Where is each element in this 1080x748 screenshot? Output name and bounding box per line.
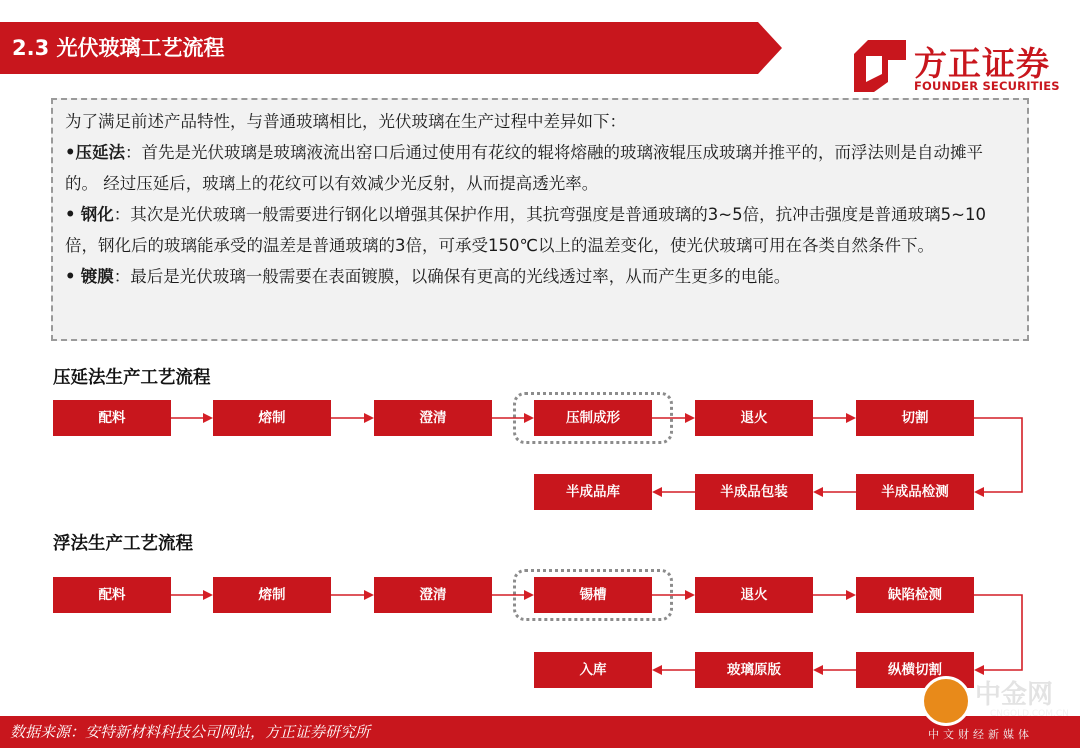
watermark-name: 中金网 [975,680,1054,710]
watermark-url: CNGOLD.COM.CN [990,709,1069,719]
rolling-step-7: 半成品检测 [856,474,974,510]
float-step-1: 配料 [53,577,171,613]
logo-name-cn: 方正证券 [914,44,1050,83]
text-rolling: ：首先是光伏玻璃是玻璃液流出窑口后通过使用有花纹的辊将熔融的玻璃液辊压成玻璃并推平的，而浮法则是自动摊平的。 经过压延后，玻璃上的花纹可以有效减少光反射，从而提高透光率。 [65,143,984,193]
watermark-tagline: 中文财经新媒体 [928,728,1033,741]
text-tempering: ：其次是光伏玻璃一般需要进行钢化以增强其保护作用，其抗弯强度是普通玻璃的3~5倍，抗冲击强度是普通玻璃5~10倍，钢化后的玻璃能承受的温差是普通玻璃的3倍，可承受150℃以上的温差变化，使光伏玻璃可用在各类自然条件下。 [65,205,986,255]
rolling-step-3: 澄清 [374,400,492,436]
cngold-logo-icon [921,676,971,726]
rolling-step-4: 压制成形 [534,400,652,436]
float-step-2: 熔制 [213,577,331,613]
rolling-step-1: 配料 [53,400,171,436]
arrow [974,418,1022,492]
float-step-4: 锡槽 [534,577,652,613]
intro-lead: 为了满足前述产品特性，与普通玻璃相比，光伏玻璃在生产过程中差异如下： [65,112,626,131]
text-coating: ：最后是光伏玻璃一般需要在表面镀膜，以确保有更高的光线透过率，从而产生更多的电能。 [113,267,791,286]
float-step-9: 入库 [534,652,652,688]
logo-name-en: FOUNDER SECURITIES [914,79,1060,93]
rolling-flow-title: 压延法生产工艺流程 [53,368,211,388]
float-step-3: 澄清 [374,577,492,613]
bullet-marker: • [65,267,76,286]
rolling-step-5: 退火 [695,400,813,436]
float-step-7: 纵横切割 [856,652,974,688]
term-coating: 镀膜 [80,267,114,286]
rolling-step-6: 切割 [856,400,974,436]
data-source: 数据来源：安特新材料科技公司网站，方正证券研究所 [10,723,371,741]
arrow [974,595,1022,670]
float-step-6: 缺陷检测 [856,577,974,613]
page-title: 2.3 光伏玻璃工艺流程 [12,36,225,60]
term-rolling: 压延法 [75,143,126,162]
rolling-step-8: 半成品包装 [695,474,813,510]
bullet-marker: • [65,143,76,162]
term-tempering: 钢化 [80,205,114,224]
rolling-step-2: 熔制 [213,400,331,436]
float-step-5: 退火 [695,577,813,613]
float-step-8: 玻璃原版 [695,652,813,688]
bullet-marker: • [65,205,76,224]
rolling-step-9: 半成品库 [534,474,652,510]
float-flow-title: 浮法生产工艺流程 [53,534,193,554]
